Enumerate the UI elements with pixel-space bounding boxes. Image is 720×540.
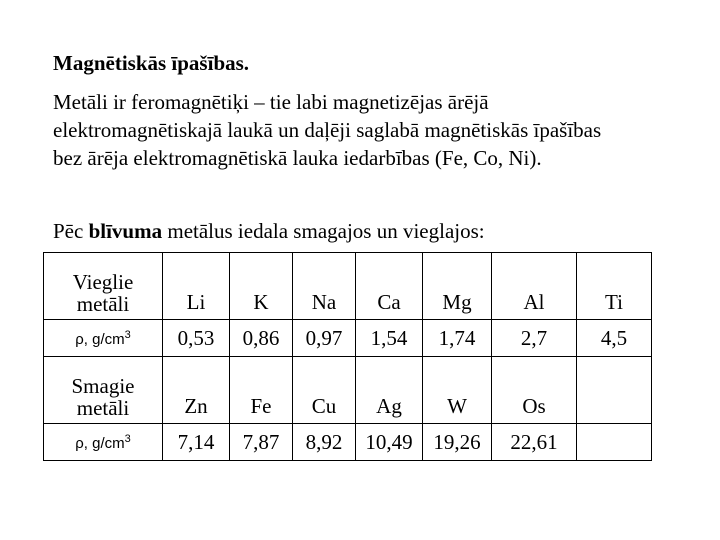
table-cell: 7,14 — [163, 424, 230, 461]
table-cell: 1,74 — [423, 320, 492, 357]
table-cell: 22,61 — [492, 424, 577, 461]
table-cell-empty — [577, 424, 652, 461]
table-cell: 1,54 — [356, 320, 423, 357]
density-unit-label: ρ, $g/cm^3$ — [44, 320, 163, 357]
table-cell: 0,53 — [163, 320, 230, 357]
metal-density-table — [43, 252, 652, 461]
light-metals-label: Vieglie metāli — [44, 253, 163, 320]
table-row-heavy-densities — [44, 424, 652, 461]
table-cell-empty — [577, 357, 652, 424]
table-cell: Al — [492, 253, 577, 320]
section-heading: Magnētiskās īpašības. — [53, 51, 250, 75]
table-cell: K — [230, 253, 293, 320]
table-cell: Na — [293, 253, 356, 320]
table-row-heavy-elements — [44, 357, 652, 424]
table-cell: Ag — [356, 357, 423, 424]
paragraph-line: bez ārēja elektromagnētiskā lauka iedarbības (Fe, Co, Ni). — [53, 146, 542, 170]
density-intro — [53, 218, 485, 244]
table-cell: 19,26 — [423, 424, 492, 461]
table-row-light-elements — [44, 253, 652, 320]
table-cell: 8,92 — [293, 424, 356, 461]
table-cell: 2,7 — [492, 320, 577, 357]
table-cell: W — [423, 357, 492, 424]
table-cell: 0,86 — [230, 320, 293, 357]
table-cell: Cu — [293, 357, 356, 424]
table-cell: 0,97 — [293, 320, 356, 357]
table-row-light-densities — [44, 320, 652, 357]
table-cell: Ca — [356, 253, 423, 320]
intro-bold-word: blīvuma — [88, 219, 163, 243]
density-unit-label: ρ, $g/cm^3$ — [44, 424, 163, 461]
intro-text-before: Pēc — [53, 219, 89, 243]
paragraph-line: Metāli ir feromagnētiķi – tie labi magnetizējas ārējā — [53, 90, 489, 114]
paragraph-line: elektromagnētiskajā laukā un daļēji saglabā magnētiskās īpašības — [53, 118, 602, 142]
table-cell: Mg — [423, 253, 492, 320]
table-cell: Fe — [230, 357, 293, 424]
magnetic-properties-paragraph — [53, 88, 693, 172]
heavy-metals-label: Smagie metāli — [44, 357, 163, 424]
table-cell: Zn — [163, 357, 230, 424]
table-cell: Os — [492, 357, 577, 424]
table-cell: 7,87 — [230, 424, 293, 461]
table-cell: Ti — [577, 253, 652, 320]
intro-text-after: metālus iedala smagajos un vieglajos: — [162, 219, 485, 243]
table-cell: 10,49 — [356, 424, 423, 461]
table-cell: 4,5 — [577, 320, 652, 357]
table-cell: Li — [163, 253, 230, 320]
